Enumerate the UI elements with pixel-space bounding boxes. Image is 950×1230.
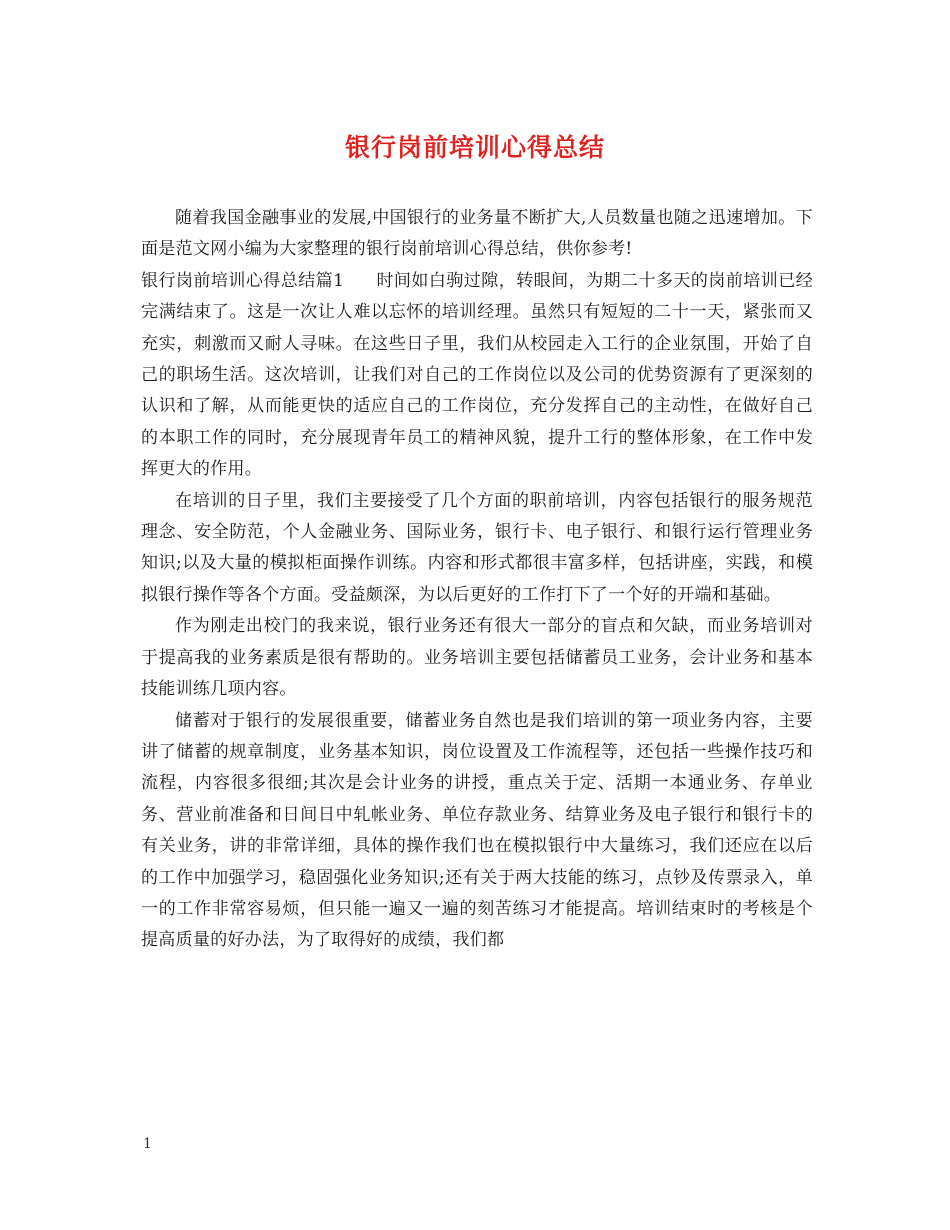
- section-heading: 银行岗前培训心得总结篇1: [141, 270, 345, 291]
- section-paragraph: [141, 266, 813, 486]
- body-paragraph: 在培训的日子里，我们主要接受了几个方面的职前培训，内容包括银行的服务规范理念、安全防范，个人金融业务、国际业务，银行卡、电子银行、和银行运行管理业务知识;以及大量的模拟柜面操作训练。内容和形式都很丰富多样，包括讲座，实践，和模拟银行操作等各个方面。受益颇深，为以后更好的工作打下了一个好的开端和基础。: [141, 490, 813, 605]
- document-body: [141, 203, 813, 957]
- section-first-paragraph: 时间如白驹过隙，转眼间，为期二十多天的岗前培训已经完满结束了。这是一次让人难以忘怀的培训经理。虽然只有短短的二十一天，紧张而又充实，刺激而又耐人寻味。在这些日子里，我们从校园走入工行的企业氛围，开始了自己的职场生活。这次培训，让我们对自己的工作岗位以及公司的优势资源有了更深刻的认识和了解，从而能更快的适应自己的工作岗位，充分发挥自己的主动性，在做好自己的本职工作的同时，充分展现青年员工的精神风貌，提升工行的整体形象，在工作中发挥更大的作用。: [141, 270, 814, 480]
- page-title: 银行岗前培训心得总结: [344, 133, 605, 162]
- body-paragraph: 储蓄对于银行的发展很重要，储蓄业务自然也是我们培训的第一项业务内容，主要讲了储蓄的规章制度，业务基本知识，岗位设置及工作流程等，还包括一些操作技巧和流程，内容很多很细;其次是会计业务的讲授，重点关于定、活期一本通业务、存单业务、营业前准备和日间日中轧帐业务、单位存款业务、结算业务及电子银行和银行卡的有关业务，讲的非常详细，具体的操作我们也在模拟银行中大量练习，我们还应在以后的工作中加强学习，稳固强化业务知识;还有关于两大技能的练习，点钞及传票录入，单一的工作非常容易烦，但只能一遍又一遍的刻苦练习才能提高。培训结束时的考核是个提高质量的好办法，为了取得好的成绩，我们都: [141, 710, 813, 951]
- body-paragraph: 作为刚走出校门的我来说，银行业务还有很大一部分的盲点和欠缺，而业务培训对于提高我的业务素质是很有帮助的。业务培训主要包括储蓄员工业务，会计业务和基本技能训练几项内容。: [141, 616, 813, 700]
- page-number: 1: [143, 1136, 152, 1152]
- intro-paragraph: 随着我国金融事业的发展,中国银行的业务量不断扩大,人员数量也随之迅速增加。下面是范文网小编为大家整理的银行岗前培训心得总结，供你参考!: [141, 208, 813, 260]
